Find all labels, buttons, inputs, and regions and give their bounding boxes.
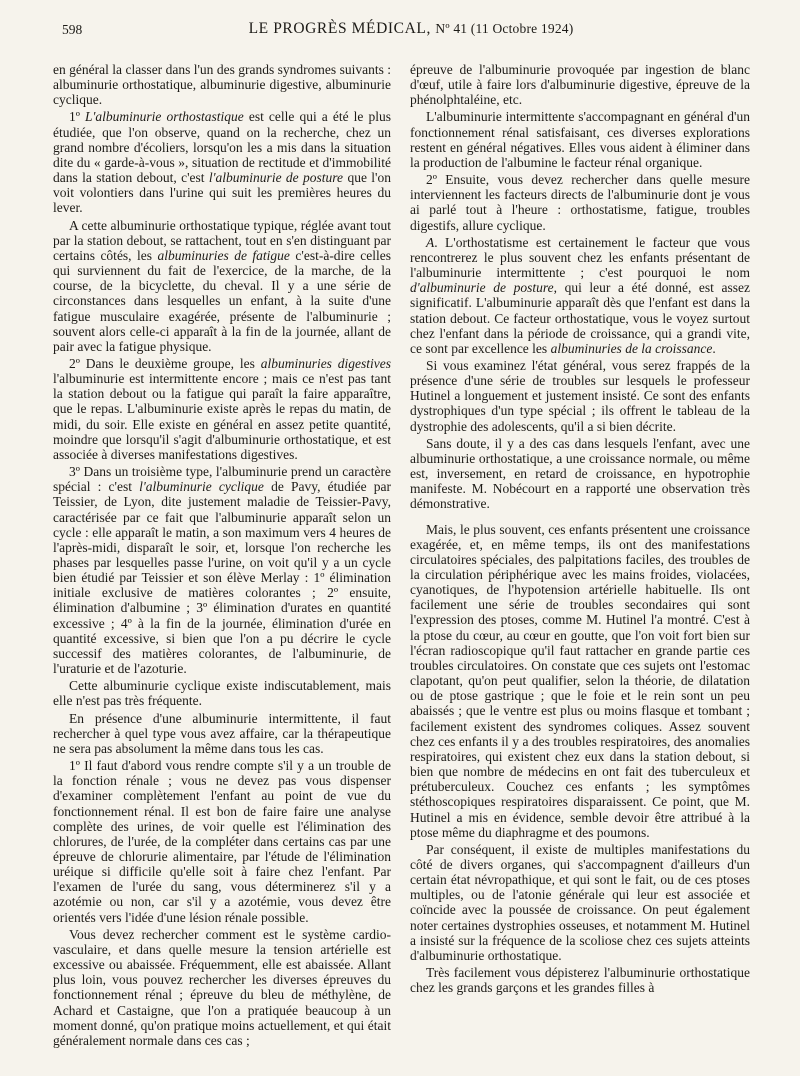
text-run: Par conséquent, il existe de multiples manifestations du côté de divers organes, qui s'accompagnent d'ailleurs d'un certain état névropathique, et qui sont le fait, ou de ces ptoses multiples, ou de l'atonie générale qui leur est associée et coïncide avec la poussée de croissance. On peut également noter certaines dystrophies osseuses, et notamment M. Hutinel a insisté sur la fréquence de la scoliose chez ces sujets atteints d'albuminurie orthostatique. <box>410 841 750 963</box>
italic-term: l'albuminurie de posture <box>208 170 344 186</box>
text-run: Vous devez rechercher comment est le système cardio-vasculaire, et dans quelle mesure la tension artérielle est excessive ou abaissée. Fréquemment, elle est abaissée. Allant plus loin, vous pouvez rechercher les diverses épreuves du fonctionnement rénal ; épreuve du bleu de méthylène, de Achard et Castaigne, que l'on a pratiquée beaucoup à un moment donné, qu'on pratique moins actuellement, et qui était généralement normale dans ces cas ; <box>53 926 391 1048</box>
text-run: Mais, le plus souvent, ces enfants présentent une croissance exagérée, et, en même temps, ils ont des manifestations circulatoires spéciales, des palpitations faciles, des troubles de la circulation périphérique avec les mains froides, violacées, cyanotiques, de l'hypotension artérielle habituelle. Ils ont facilement une série de troubles secondaires qui sont l'expression des ptoses, comme M. Hutinel l'a montré. C'est à la ptose du cœur, au cœur en goutte, que l'on voit fort bien sur l'écran radioscopique qu'il faut rattacher en grande partie ces troubles circulatoires. On constate que ces sujets ont l'estomac clapotant, qu'on peut qualifier, selon la théorie, de dilatation ou de ptose gastrique ; que le foie et le rein sont un peu abaissés ; que le ventre est plus ou moins flasque et tombant ; facilement existent des syndromes coliques. Assez souvent chez ces enfants il y a des troubles respiratoires, des anomalies respiratoires, qui existent chez eux dans la station debout, si bien que nombre de médecins en ont fait des tuberculeux et prétuberculeux. Couchez ces enfants ; les symptômes stéthoscopiques respiratoires disparaissent. Ce point, que M. Hutinel a mis en évidence, semble devoir être attribué à la ptose même du diaphragme et des poumons. <box>410 521 750 840</box>
paragraph <box>53 711 391 756</box>
italic-term: albuminuries de la croissance <box>550 340 713 356</box>
text-run: 1º Il faut d'abord vous rendre compte s'il y a un trouble de la fonction rénale ; vous ne devez pas vous dispenser d'examiner complètement l'enfant au point de vue du fonctionnement rénal. Il est bon de faire faire une analyse complète des urines, de voir quelle est l'élimination des chlorures, de l'urée, de la compléter dans certains cas par une épreuve de chlorurie alimentaire, par l'étude de l'élimination uréique si difficile qu'elle soit à faire chez l'enfant. Par l'examen de l'urée du sang, vous déterminerez s'il y a azotémie ou non, car s'il y a azotémie, vous devez être orientés vers l'idée d'une lésion rénale possible. <box>53 758 391 925</box>
page-number: 598 <box>62 22 83 37</box>
text-run: 2º Dans le deuxième groupe, les <box>69 355 261 371</box>
text-run: Si vous examinez l'état général, vous serez frappés de la présence d'une série de troubles sur lesquels le professeur Hutinel a longuement et justement insisté. Ce sont des enfants dystrophiques d'un type spécial ; ils offrent le tableau de la dystrophie des adolescents, qu'il a si bien décrite. <box>410 357 750 434</box>
text-run: épreuve de l'albuminurie provoquée par ingestion de blanc d'œuf, utile à faire lors d'albuminurie digestive, épreuve de la phénolphtaléine, etc. <box>410 62 750 108</box>
paragraph <box>410 62 750 107</box>
paragraph <box>53 758 391 925</box>
paragraph: en général la classer dans l'un des grands syndromes suivants : albuminurie orthostatique, albuminurie digestive, albuminurie cyclique. <box>53 62 391 108</box>
text-run: Très facilement vous dépisterez l'albuminurie orthostatique chez les grands garçons et les grandes filles à <box>410 965 750 996</box>
text-run: En présence d'une albuminurie intermittente, il faut rechercher à quel type vous avez affaire, car la thérapeutique ne sera pas absolument la même dans tous les cas. <box>53 710 391 756</box>
paragraph <box>410 842 750 963</box>
column-divider <box>402 62 403 1062</box>
left-column <box>53 62 391 1062</box>
right-column <box>410 62 750 1062</box>
text-run: 2º Ensuite, vous devez rechercher dans quelle mesure interviennent les facteurs directs de l'albuminurie dont je vous ai parlé tout à l'heure : orthostatisme, fatigue, troubles digestifs, allure cyclique. <box>410 172 750 233</box>
issue-info: Nº 41 (11 Octobre 1924) <box>435 21 574 36</box>
italic-term: albuminuries digestives <box>260 355 391 371</box>
text-run: . L'orthostatisme est certainement le facteur que vous rencontrerez le plus souvent chez les enfants présentant de l'albuminurie intermittente ; c'est pourquoi le nom <box>410 234 750 281</box>
paragraph <box>410 358 750 434</box>
italic-term: A <box>426 234 435 250</box>
text-run: A cette albuminurie orthostatique typique, réglée avant tout par la station debout, se rattachent, tout en s'en distinguant par certains côtés, les <box>53 217 391 263</box>
italic-term: l'albuminurie cyclique <box>139 479 264 495</box>
italic-term: L'albuminurie orthostastique <box>85 109 244 125</box>
paragraph <box>410 436 750 512</box>
paragraph <box>53 109 391 215</box>
text-run: Sans doute, il y a des cas dans lesquels l'enfant, avec une albuminurie orthostatique, a une croissance normale, ou même est, inversement, en retard de croissance, en hypotrophie manifeste. M. Nobécourt en a rapporté une observation très démonstrative. <box>410 435 750 512</box>
text-run: 3º Dans un troisième type, l'albuminurie prend un caractère spécial : c'est <box>53 464 391 495</box>
paragraph <box>53 678 391 708</box>
paragraph <box>410 109 750 170</box>
text-run: que l'on voit volontiers dans l'urine qui suit les premières heures du lever. <box>53 170 391 216</box>
italic-term: d'albuminurie de posture <box>410 280 554 296</box>
page-header <box>58 20 764 42</box>
text-run: est celle qui a été le plus étudiée, que l'on observe, quand on la recherche, chez un grand nombre d'écoliers, lorsqu'on les a mis dans la situation dite du « garde-à-vous », situation de rectitude et d'immobilité dans la station debout, c'est <box>53 109 391 186</box>
journal-title: LE PROGRÈS MÉDICAL, <box>248 20 431 37</box>
paragraph <box>53 356 391 462</box>
paragraph <box>410 235 750 356</box>
paragraph <box>410 965 750 995</box>
text-run: Cette albuminurie cyclique existe indiscutablement, mais elle n'est pas très fréquente. <box>53 678 391 709</box>
italic-term: albuminuries de fatigue <box>157 247 290 263</box>
running-title <box>58 20 764 38</box>
paragraph <box>53 927 391 1048</box>
paragraph <box>410 522 750 840</box>
text-run: l'albuminurie est intermittente encore ; mais ce n'est pas tant la station debout ou la fatigue qui paraît la faire apparaître, que le repas. L'albuminurie existe après le repas du matin, de midi, du soir. Elle existe en général en assez petite quantité, moindre que lorsqu'il s'agit d'albuminurie orthostatique, et est associée à diverses manifestations digestives. <box>53 371 391 462</box>
text-run: de Pavy, étudiée par Teissier, de Lyon, dite justement maladie de Teissier-Pavy, caractérisée par ce fait que l'albuminurie apparaît selon un cycle : elle apparaît le matin, a son maximum vers 4 heures de l'après-midi, disparaît le soir, et, lorsque l'on recherche les phases par lesquelles passe l'urine, on voit qu'il y a un cycle bien étudié par Teissier et son élève Merlay : 1º élimination initiale exclusive de matières colorantes ; 2º ensuite, élimination d'albumine ; 3º élimination d'urates en quantité excessive ; 4º à la fin de la journée, élimination d'urée en quantité excessive, si bien que l'on a pu décrire le cycle successif des matières colorantes, de l'albuminurie, de l'uraturie et de l'azoturie. <box>53 479 391 677</box>
text-run: . <box>712 340 716 356</box>
paragraph <box>53 218 391 354</box>
paragraph <box>410 172 750 233</box>
text-run: L'albuminurie intermittente s'accompagnant en général d'un fonctionnement rénal satisfaisant, ces diverses explorations restent en général négatives. Elles vous aident à éliminer dans la production de l'albumine le facteur rénal organique. <box>410 109 750 170</box>
paragraph <box>53 464 391 676</box>
text-run: , qui leur a été donné, est assez significatif. L'albuminurie apparaît dès que l'enfant est dans la station debout. Ce facteur orthostatique, vous le voyez surtout chez l'enfant dans la période de croissance, qui a grandi vite, ce sont par excellence les <box>410 280 750 356</box>
text-run: 1º <box>69 109 86 125</box>
text-run: c'est-à-dire celles qui surviennent du fait de l'exercice, de la marche, de la course, de la bicyclette, du cheval. Il y a une série de circonstances dans lesquelles un enfant, à la suite d'une fatigue musculaire exagérée, présente de l'albuminurie ; souvent alors celle-ci apparaît à la fin de la journée, allant de pair avec la fatigue physique. <box>53 247 391 354</box>
